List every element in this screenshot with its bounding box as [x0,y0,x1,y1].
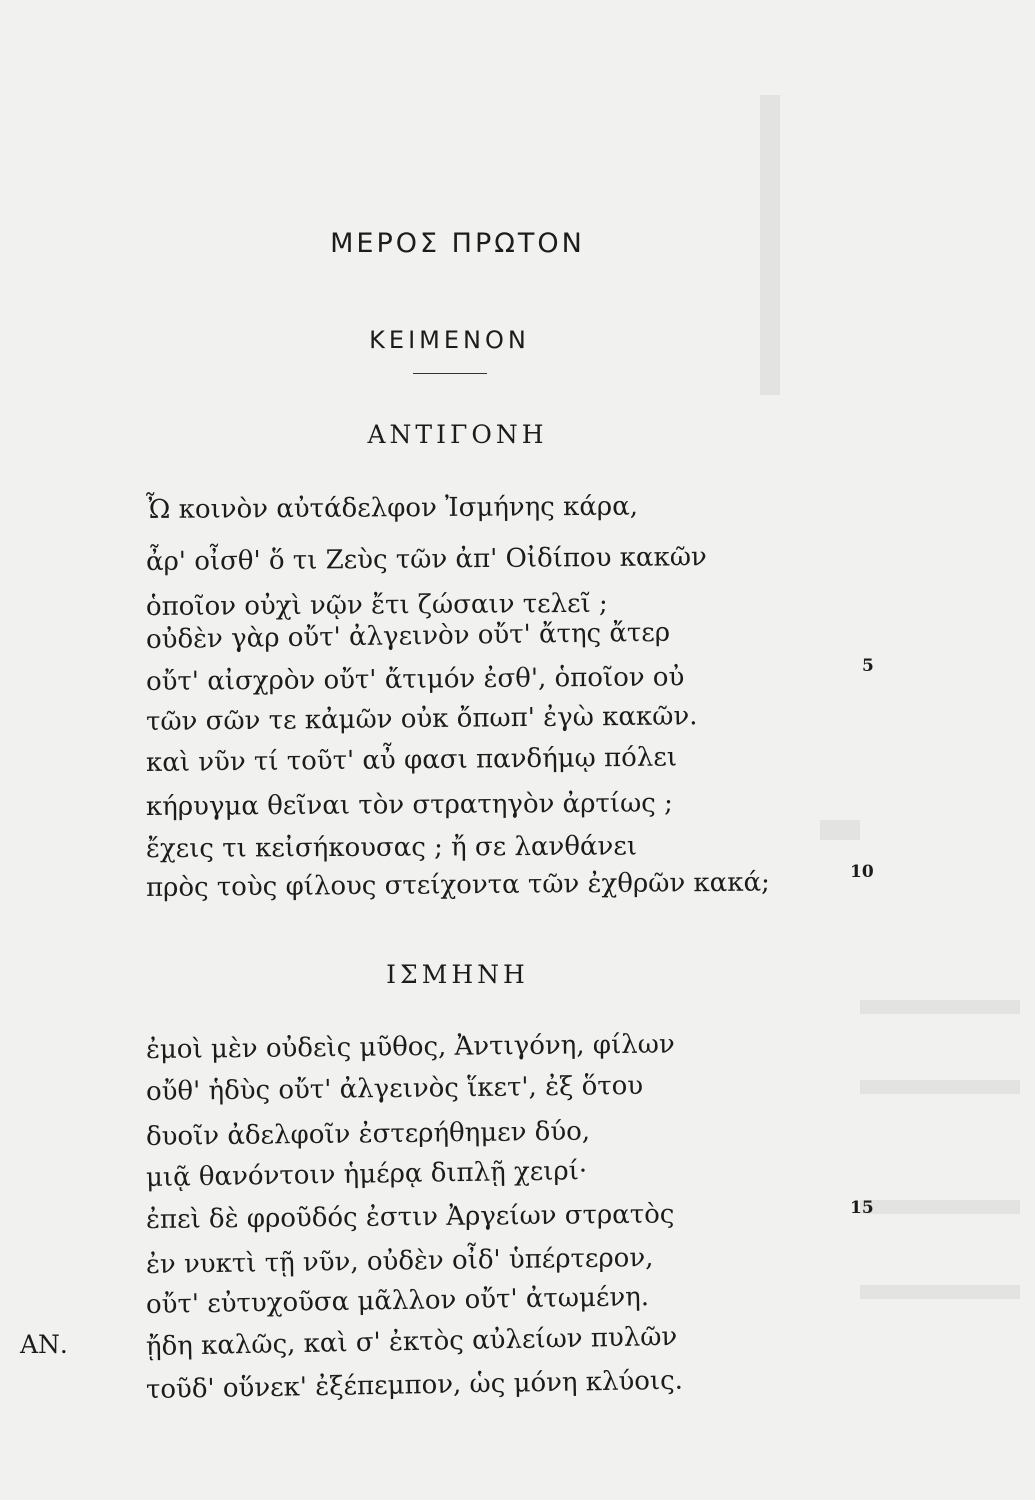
verse-line: οὔτ' εὐτυχοῦσα μᾶλλον οὔτ' ἀτωμένη. [145,1282,650,1320]
line-number: 5 [862,656,874,676]
verse-line: ἐπεὶ δὲ φροῦδός ἐστιν Ἀργείων στρατὸς [145,1199,675,1235]
verse-line: οὔτ' αἰσχρὸν οὔτ' ἄτιμόν ἐσθ', ὁποῖον οὐ [145,662,685,697]
verse-line: πρὸς τοὺς φίλους στείχοντα τῶν ἐχθρῶν κακά; [145,867,770,903]
verse-line: ἐμοὶ μὲν οὐδεὶς μῦθος, Ἀντιγόνη, φίλων [145,1029,675,1065]
part-title: ΜΕΡΟΣ ΠΡΩΤΟΝ [330,228,585,259]
title-divider [413,373,487,374]
verse-line: κήρυγμα θεῖναι τὸν στρατηγὸν ἀρτίως ; [145,788,673,822]
verse-line: ὁποῖον οὐχὶ νῷν ἔτι ζώσαιν τελεῖ ; [145,588,608,622]
text-title: ΚΕΙΜΕΝΟΝ [369,326,530,354]
verse-line: μιᾷ θανόντοιν ἡμέρᾳ διπλῇ χειρί· [145,1156,588,1193]
margin-speaker-label: ΑΝ. [20,1330,68,1359]
verse-line: οὐδὲν γὰρ οὔτ' ἀλγεινὸν οὔτ' ἄτης ἄτερ [145,617,671,655]
verse-line: καὶ νῦν τί τοῦτ' αὖ φασι πανδήμῳ πόλει [145,742,678,778]
speaker-heading-ismene: ΙΣΜΗΝΗ [386,960,529,989]
verse-line: ᾔδη καλῶς, καὶ σ' ἐκτὸς αὐλείων πυλῶν [145,1321,678,1362]
speaker-heading-antigone: ΑΝΤΙΓΟΝΗ [367,420,548,449]
verse-line: τῶν σῶν τε κἀμῶν οὐκ ὄπωπ' ἐγὼ κακῶν. [145,701,698,737]
verse-line: τοῦδ' οὕνεκ' ἐξέπεμπον, ὡς μόνη κλύοις. [145,1365,684,1405]
line-number: 10 [850,862,874,882]
verse-line: Ὦ κοινὸν αὐτάδελφον Ἰσμήνης κάρα, [145,491,639,525]
verse-line: ἔχεις τι κεἰσήκουσας ; ἤ σε λανθάνει [145,831,638,864]
verse-line: ἆρ' οἶσθ' ὅ τι Ζεὺς τῶν ἀπ' Οἰδίπου κακῶν [145,542,707,577]
verse-line: οὔθ' ἡδὺς οὔτ' ἀλγεινὸς ἵκετ', ἐξ ὅτου [145,1070,644,1107]
verse-line: ἐν νυκτὶ τῇ νῦν, οὐδὲν οἶδ' ὑπέρτερον, [145,1242,654,1280]
verse-line: δυοῖν ἀδελφοῖν ἐστερήθημεν δύο, [145,1116,591,1152]
line-number: 15 [850,1198,874,1218]
